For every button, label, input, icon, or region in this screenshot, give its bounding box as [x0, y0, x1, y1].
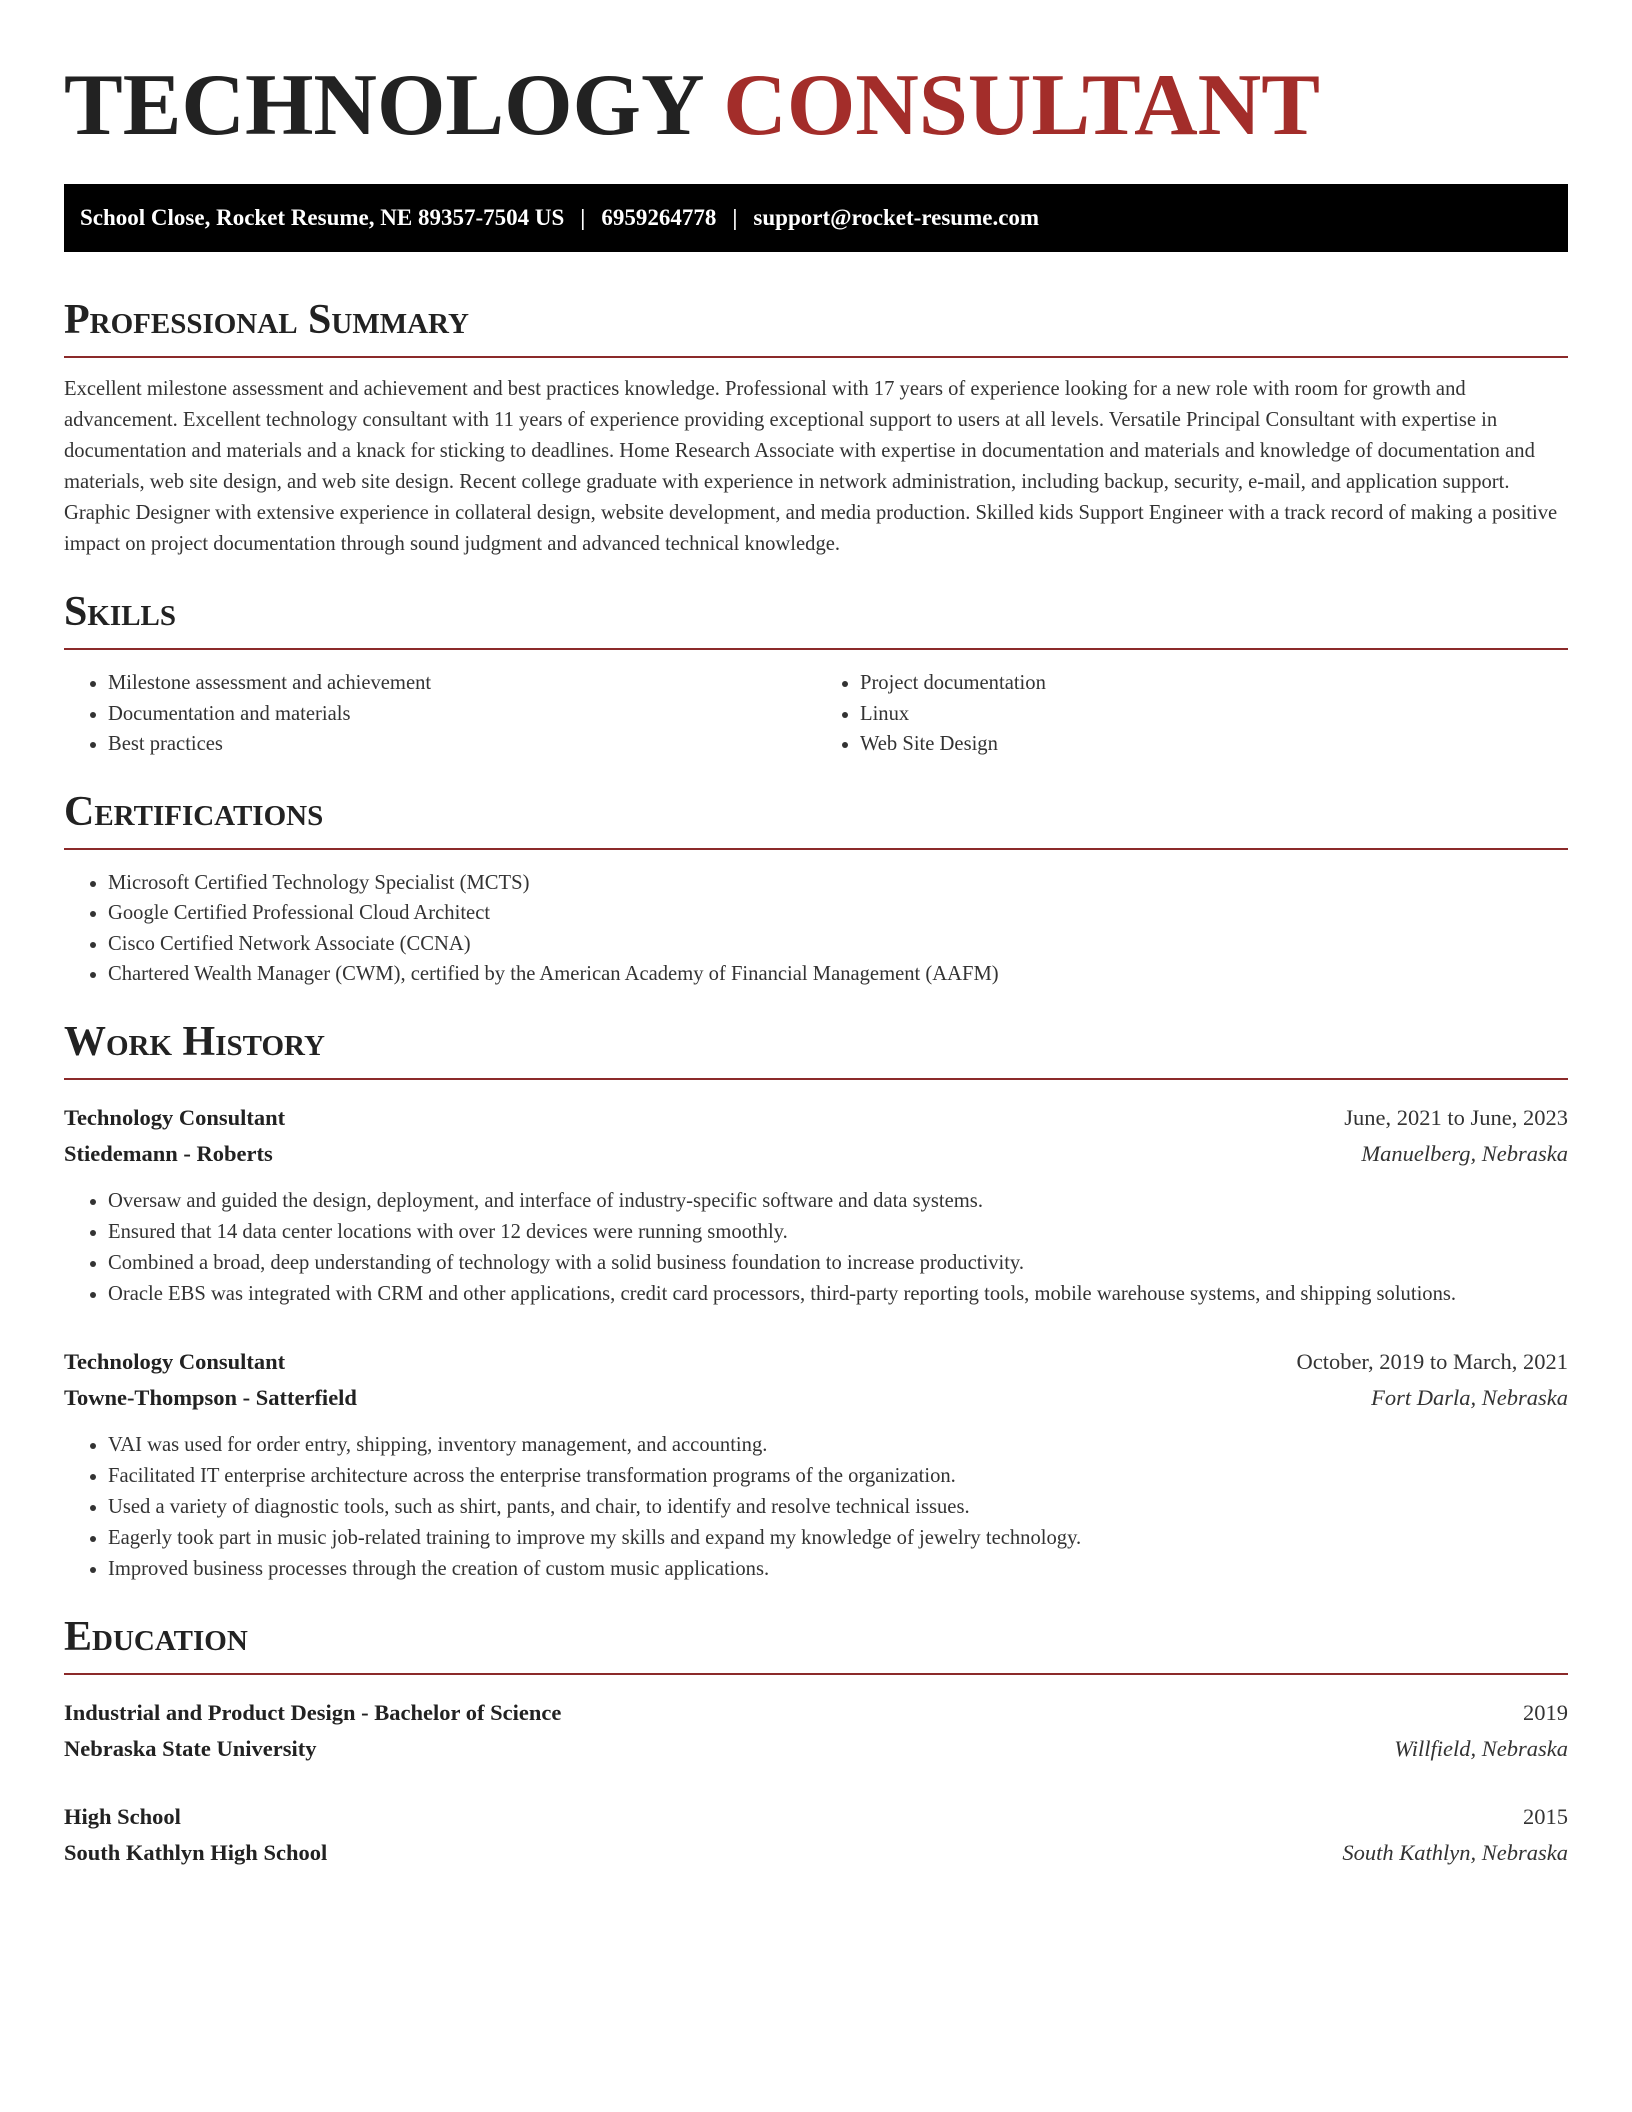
job-entry [64, 1100, 1568, 1310]
certification-item: • Microsoft Certified Technology Specialist (MCTS) [108, 868, 1568, 899]
job-bullet: • VAI was used for order entry, shipping, inventory management, and accounting. [108, 1430, 1568, 1461]
job-bullets [64, 1186, 1568, 1310]
education-degree-row [64, 1695, 1568, 1731]
job-role: Technology Consultant [64, 1104, 286, 1130]
contact-phone[interactable]: 6959264778 [601, 205, 717, 230]
section-title-skills: Skills [64, 590, 1568, 650]
job-dates: October, 2019 to March, 2021 [1296, 1348, 1568, 1374]
education-entry [64, 1695, 1568, 1767]
section-title-education: Education [64, 1615, 1568, 1675]
job-dates: June, 2021 to June, 2023 [1344, 1104, 1568, 1130]
education-degree-row [64, 1799, 1568, 1835]
contact-separator: | [732, 205, 738, 230]
education-year: 2015 [1523, 1803, 1568, 1829]
education-school: South Kathlyn High School [64, 1839, 328, 1865]
education-location: Willfield, Nebraska [1394, 1735, 1568, 1761]
section-title-summary: Professional Summary [64, 298, 1568, 358]
job-location: Fort Darla, Nebraska [1371, 1384, 1568, 1410]
skill-item: • Project documentation [860, 668, 1568, 699]
job-entry [64, 1344, 1568, 1585]
skills-column-right [816, 668, 1568, 760]
contact-address: School Close, Rocket Resume, NE 89357-7504 US [80, 205, 565, 230]
job-company: Stiedemann - Roberts [64, 1140, 273, 1166]
job-header-row [64, 1344, 1568, 1380]
skills-column-left [64, 668, 816, 760]
skill-item: • Documentation and materials [108, 699, 816, 730]
job-location: Manuelberg, Nebraska [1361, 1140, 1568, 1166]
education-year: 2019 [1523, 1699, 1568, 1725]
education-entry [64, 1799, 1568, 1871]
education-location: South Kathlyn, Nebraska [1342, 1839, 1568, 1865]
education-degree: Industrial and Product Design - Bachelor of Science [64, 1699, 562, 1725]
job-bullet: • Improved business processes through the creation of custom music applications. [108, 1554, 1568, 1585]
name-first: TECHNOLOGY [64, 57, 702, 154]
skill-item: • Web Site Design [860, 729, 1568, 760]
education-school-row [64, 1731, 1568, 1767]
job-role: Technology Consultant [64, 1348, 286, 1374]
job-company-row [64, 1136, 1568, 1172]
job-bullet: • Eagerly took part in music job-related training to improve my skills and expand my knowledge of jewelry technology. [108, 1523, 1568, 1554]
job-bullet: • Oversaw and guided the design, deployment, and interface of industry-specific software and data systems. [108, 1186, 1568, 1217]
job-company: Towne-Thompson - Satterfield [64, 1384, 357, 1410]
education-degree: High School [64, 1803, 181, 1829]
skill-item: • Linux [860, 699, 1568, 730]
education-school-row [64, 1835, 1568, 1871]
education-school: Nebraska State University [64, 1735, 317, 1761]
certification-item: • Cisco Certified Network Associate (CCNA) [108, 929, 1568, 960]
name-last: CONSULTANT [723, 57, 1320, 154]
contact-email[interactable]: support@rocket-resume.com [753, 205, 1040, 230]
section-title-certifications: Certifications [64, 790, 1568, 850]
certifications-list [64, 868, 1568, 990]
certification-item: • Chartered Wealth Manager (CWM), certified by the American Academy of Financial Management (AAFM) [108, 959, 1568, 990]
job-company-row [64, 1380, 1568, 1416]
skill-item: • Best practices [108, 729, 816, 760]
contact-separator: | [580, 205, 586, 230]
candidate-name [64, 57, 1568, 154]
job-bullet: • Used a variety of diagnostic tools, such as shirt, pants, and chair, to identify and resolve technical issues. [108, 1492, 1568, 1523]
certification-item: • Google Certified Professional Cloud Architect [108, 898, 1568, 929]
section-title-work-history: Work History [64, 1020, 1568, 1080]
summary-text: Excellent milestone assessment and achievement and best practices knowledge. Professional with 17 years of experience looking for a new role with room for growth and advancement. Excellent technology consultant with 11 years of experience providing exceptional support to users at all levels. Versatile Principal Consultant with expertise in documentation and materials and a knack for sticking to deadlines. Home Research Associate with expertise in documentation and materials and knowledge of documentation and materials, web site design, and web site design. Recent college graduate with experience in network administration, including backup, security, e-mail, and application support. Graphic Designer with extensive experience in collateral design, website development, and media production. Skilled kids Support Engineer with a track record of making a positive impact on project documentation through sound judgment and advanced technical knowledge. [64, 378, 1558, 556]
job-header-row [64, 1100, 1568, 1136]
job-bullet: • Oracle EBS was integrated with CRM and other applications, credit card processors, third-party reporting tools, mobile warehouse systems, and shipping solutions. [108, 1279, 1568, 1310]
job-bullets [64, 1430, 1568, 1585]
job-bullet: • Facilitated IT enterprise architecture across the enterprise transformation programs of the organization. [108, 1461, 1568, 1492]
skill-item: • Milestone assessment and achievement [108, 668, 816, 699]
contact-bar [64, 184, 1568, 252]
job-bullet: • Combined a broad, deep understanding of technology with a solid business foundation to increase productivity. [108, 1248, 1568, 1279]
job-bullet: • Ensured that 14 data center locations with over 12 devices were running smoothly. [108, 1217, 1568, 1248]
skills-list [64, 650, 1568, 760]
